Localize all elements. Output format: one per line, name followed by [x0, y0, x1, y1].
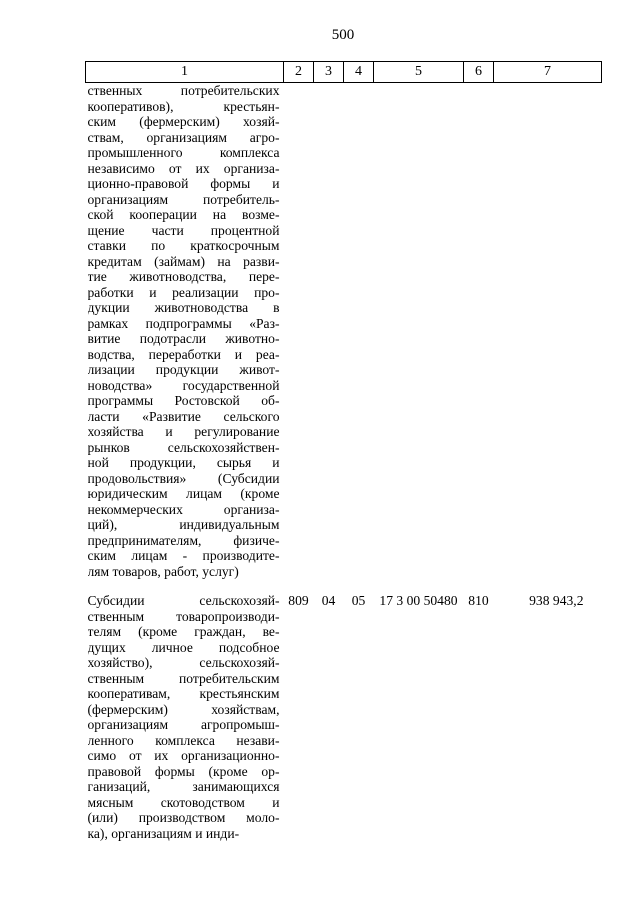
page-number: 500: [331, 27, 355, 43]
description-line: ций), индивидуальным: [87, 517, 280, 532]
section-code-cell: [314, 83, 344, 580]
row-spacer: [86, 579, 602, 593]
header-col-1: 1: [86, 62, 284, 83]
description-cell: [86, 83, 284, 580]
description-line: рынков сельскохозяйствен-: [87, 439, 280, 455]
description-line: ка), организациям и инди-: [87, 825, 240, 841]
subsection-code-cell: [344, 83, 374, 580]
description-line: телям (кроме граждан, ве-: [87, 624, 280, 639]
table-body: [86, 83, 602, 842]
description-line: независимо от их организа-: [87, 160, 280, 176]
description-line: тие животноводства, пере-: [87, 269, 280, 284]
description-line: хозяйства и регулирование: [87, 424, 280, 439]
ministry-code-cell: 809: [288, 593, 309, 608]
description-line: ной продукции, сырья и: [87, 455, 280, 470]
subsection-code-cell: 05: [351, 593, 366, 608]
expense-type-cell: 810: [468, 593, 489, 608]
table-row: [86, 593, 602, 841]
target-code-cell: 17 3 00 50480: [379, 593, 458, 608]
header-col-5: 5: [374, 62, 464, 83]
header-col-3: 3: [314, 62, 344, 83]
description-line: кооперативам, крестьянским: [87, 686, 280, 701]
description-line: ганизаций, занимающихся: [87, 779, 280, 794]
description-line: предпринимателям, физиче-: [87, 532, 280, 548]
description-line: организациям потребитель-: [87, 191, 280, 207]
table-header: [86, 62, 602, 83]
description-line: ским (фермерским) хозяй-: [87, 114, 280, 129]
description-line: ской кооперации на возме-: [87, 207, 280, 222]
description-line: (фермерским) хозяйствам,: [87, 701, 280, 717]
description-line: хозяйство), сельскохозяй-: [87, 655, 280, 670]
description-line: юридическим лицам (кроме: [87, 486, 280, 501]
description-line: новодства» государственной: [87, 377, 280, 393]
description-line: ласти «Развитие сельского: [87, 408, 280, 424]
description-line: некоммерческих организа-: [87, 501, 280, 517]
description-line: организациям агропромыш-: [87, 717, 280, 732]
amount-cell: [494, 83, 602, 580]
header-col-4: 4: [344, 62, 374, 83]
description-line: водства, переработки и реа-: [87, 346, 280, 362]
description-line: кредитам (займам) на разви-: [87, 253, 280, 269]
amount-cell: 938 943,2: [529, 593, 584, 608]
header-col-2: 2: [284, 62, 314, 83]
description-line: ственных потребительских: [87, 83, 280, 98]
description-line: дущих личное подсобное: [87, 639, 280, 655]
header-col-7: 7: [494, 62, 602, 83]
description-line: ственным потребительским: [87, 670, 280, 686]
description-line: витие подотрасли животно-: [87, 331, 280, 346]
description-line: дукции животноводства в: [87, 300, 280, 315]
description-line: работки и реализации про-: [87, 284, 280, 300]
description-line: промышленного комплекса: [87, 145, 280, 160]
description-line: ленного комплекса незави-: [87, 732, 280, 748]
description-line: рамках подпрограммы «Раз-: [87, 315, 280, 331]
description-line: (или) производством моло-: [87, 810, 280, 825]
description-line: продовольствия» (Субсидии: [87, 470, 280, 486]
description-line: Субсидии сельскохозяй-: [87, 593, 280, 608]
description-line: ционно-правовой формы и: [87, 176, 280, 191]
description-line: ственным товаропроизводи-: [87, 608, 280, 624]
description-cell: [86, 593, 284, 841]
header-row: [86, 62, 602, 83]
expense-type-cell: [464, 83, 494, 580]
description-line: мясным скотоводством и: [87, 794, 280, 810]
section-code-cell: 04: [321, 593, 336, 608]
description-line: ским лицам - производите-: [87, 548, 280, 563]
table-row: [86, 83, 602, 580]
budget-table: [85, 61, 602, 841]
row-spacer-cell: [86, 579, 602, 593]
description-line: симо от их организационно-: [87, 748, 280, 763]
description-line: лизации продукции живот-: [87, 362, 280, 377]
description-line: щение части процентной: [87, 222, 280, 238]
description-line: ставки по краткосрочным: [87, 238, 280, 253]
ministry-code-cell: [284, 83, 314, 580]
description-line: программы Ростовской об-: [87, 393, 280, 408]
description-line: правовой формы (кроме ор-: [87, 763, 280, 779]
header-col-6: 6: [464, 62, 494, 83]
description-line: кооперативов), крестьян-: [87, 98, 280, 114]
target-code-cell: [374, 83, 464, 580]
description-line: ствам, организациям агро-: [87, 129, 280, 145]
description-line: лям товаров, работ, услуг): [87, 563, 239, 579]
